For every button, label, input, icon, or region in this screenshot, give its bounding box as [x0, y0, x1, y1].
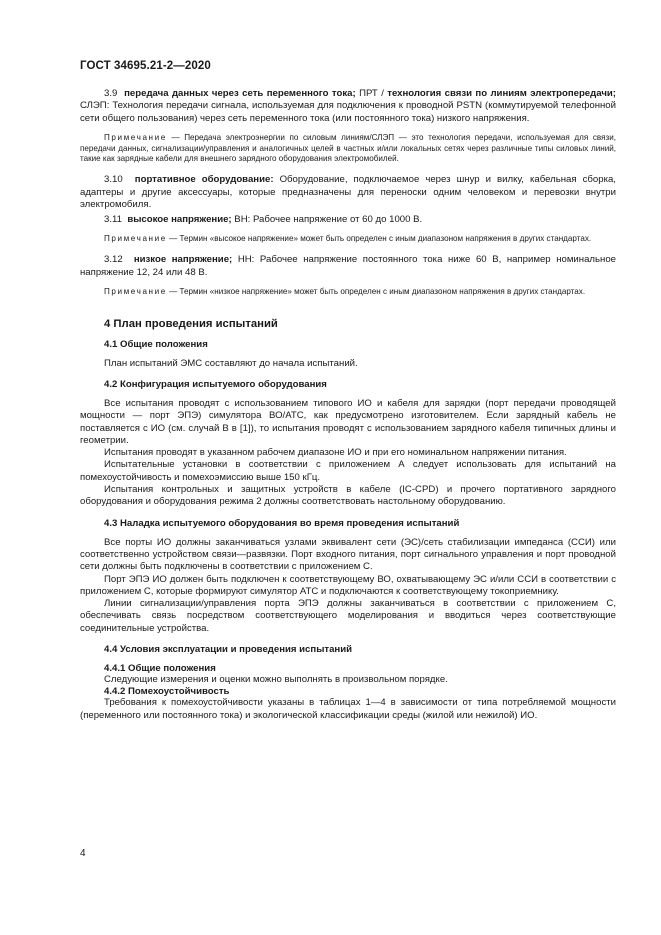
- section-4-2-p1: Все испытания проводят с использованием типового ИО и кабеля для зарядки (порт передачи проводящей мощности — порт ЭПЭ) симулятора ВО/АТС, как предусмотрено изготовителем. Если зарядный кабель не поставляется с ИО (см. случай В в [1]), то испытания проводят с использованием зарядного кабеля типичных длины и геометрии.: [80, 397, 616, 446]
- definition-3-9: 3.9 передача данных через сеть переменного тока; ПРТ / технология связи по линиям электропередачи; СЛЭП: Технология передачи сигнала, используемая для подключения к проводной PSTN (коммутируемой телефонной сети общего пользования) через сеть переменного тока (или постоянного тока) низкого напряжения.: [80, 88, 616, 124]
- section-4-4-1-title: 4.4.1 Общие положения: [104, 663, 216, 674]
- term: портативное оборудование:: [134, 174, 274, 186]
- section-4-4-2-title: 4.4.2 Помехоустойчивость: [104, 686, 230, 698]
- term: передача данных через сеть переменного тока;: [124, 88, 356, 99]
- section-4-4-1-text: Следующие измерения и оценки можно выполнять в произвольном порядке.: [104, 674, 448, 685]
- section-4-3-p1: Все порты ИО должны заканчиваться узлами эквивалент сети (ЭС)/сеть стабилизации импеданса (ССИ) или соответственно устройством связи—развязки. Порт входного питания, порт сигнального управления и порт проводной сети должны быть подключены в соответствии с приложением С.: [80, 536, 616, 573]
- section-4-3-title: 4.3 Наладка испытуемого оборудования во время проведения испытаний: [104, 517, 460, 529]
- definition-3-11: 3.11 высокое напряжение; ВН: Рабочее напряжение от 60 до 1000 В.: [104, 214, 423, 226]
- document-body: [80, 88, 616, 722]
- page-header: ГОСТ 34695.21-2—2020: [80, 60, 211, 72]
- definition-3-12: 3.12 низкое напряжение; НН: Рабочее напряжение постоянного тока ниже 60 В, например номинальное напряжение 12, 24 или 48 В.: [80, 254, 616, 278]
- section-4-3-p2: Порт ЭПЭ ИО должен быть подключен к соответствующему ВО, охватывающему ЭС и/или ССИ в соответствии с приложением С, которые формируют симулятор АТС и подключаются к соответствующему токоприемнику.: [80, 573, 616, 597]
- page-number: 4: [80, 848, 86, 859]
- section-4-1-title: 4.1 Общие положения: [104, 338, 208, 350]
- section-4-1-text: План испытаний ЭМС составляют до начала испытаний.: [104, 357, 358, 369]
- section-4-3-p3: Линии сигнализации/управления порта ЭПЭ должны заканчиваться в соответствии с приложением С, обеспечивать связь посредством соответствующего моделирования и вводиться через соответствующие соединительные устройства.: [80, 598, 616, 634]
- section-4-2-p2: Испытания проводят в указанном рабочем диапазоне ИО и при его номинальном напряжении питания.: [104, 447, 567, 459]
- section-4-title: 4 План проведения испытаний: [104, 317, 278, 330]
- term: низкое напряжение;: [133, 254, 233, 266]
- section-4-2-title: 4.2 Конфигурация испытуемого оборудования: [104, 378, 327, 390]
- section-4-2-p4: Испытания контрольных и защитных устройств в кабеле (IC-CPD) и прочего портативного зарядного оборудования и оборудования режима 2 должны соответствовать настольному оборудованию.: [80, 484, 616, 508]
- note-3-12: Примечание — Термин «низкое напряжение» может быть определен с иным диапазоном напряжения в других стандартах.: [104, 286, 586, 296]
- section-4-4-title: 4.4 Условия эксплуатации и проведения испытаний: [104, 644, 353, 655]
- definition-3-10: 3.10 портативное оборудование: Оборудование, подключаемое через шнур и вилку, кабельная сборка, адаптеры и другие аксессуары, которые предназначены для переноски одним человеком и перевозки внутри электромобиля.: [80, 174, 616, 210]
- section-4-2-p3: Испытательные установки в соответствии с приложением А следует использовать для испытаний на помехоустойчивость и помехоэмиссию выше 150 кГц.: [80, 459, 616, 483]
- note-3-11: Примечание — Термин «высокое напряжение» может быть определен с иным диапазоном напряжения в других стандартах.: [104, 234, 592, 244]
- term: технология связи по линиям электропередачи;: [387, 88, 616, 99]
- section-4-4-2-text: Требования к помехоустойчивости указаны в таблицах 1—4 в зависимости от типа потребляемой мощности (переменного или постоянного тока) и экологической классификации среды (жилой или нежилой) ИО.: [80, 697, 616, 721]
- note-3-9: Примечание — Передача электроэнергии по силовым линиям/СЛЭП — это технология передачи, используемая для связи, передачи данных, сигнализации/управления и аналогичных целей в частных и/или локальных сетях через различные типы силовых линий, такие как зарядные кабели для внешнего зарядного оборудования электромобилей.: [80, 132, 616, 164]
- term: высокое напряжение;: [127, 214, 232, 226]
